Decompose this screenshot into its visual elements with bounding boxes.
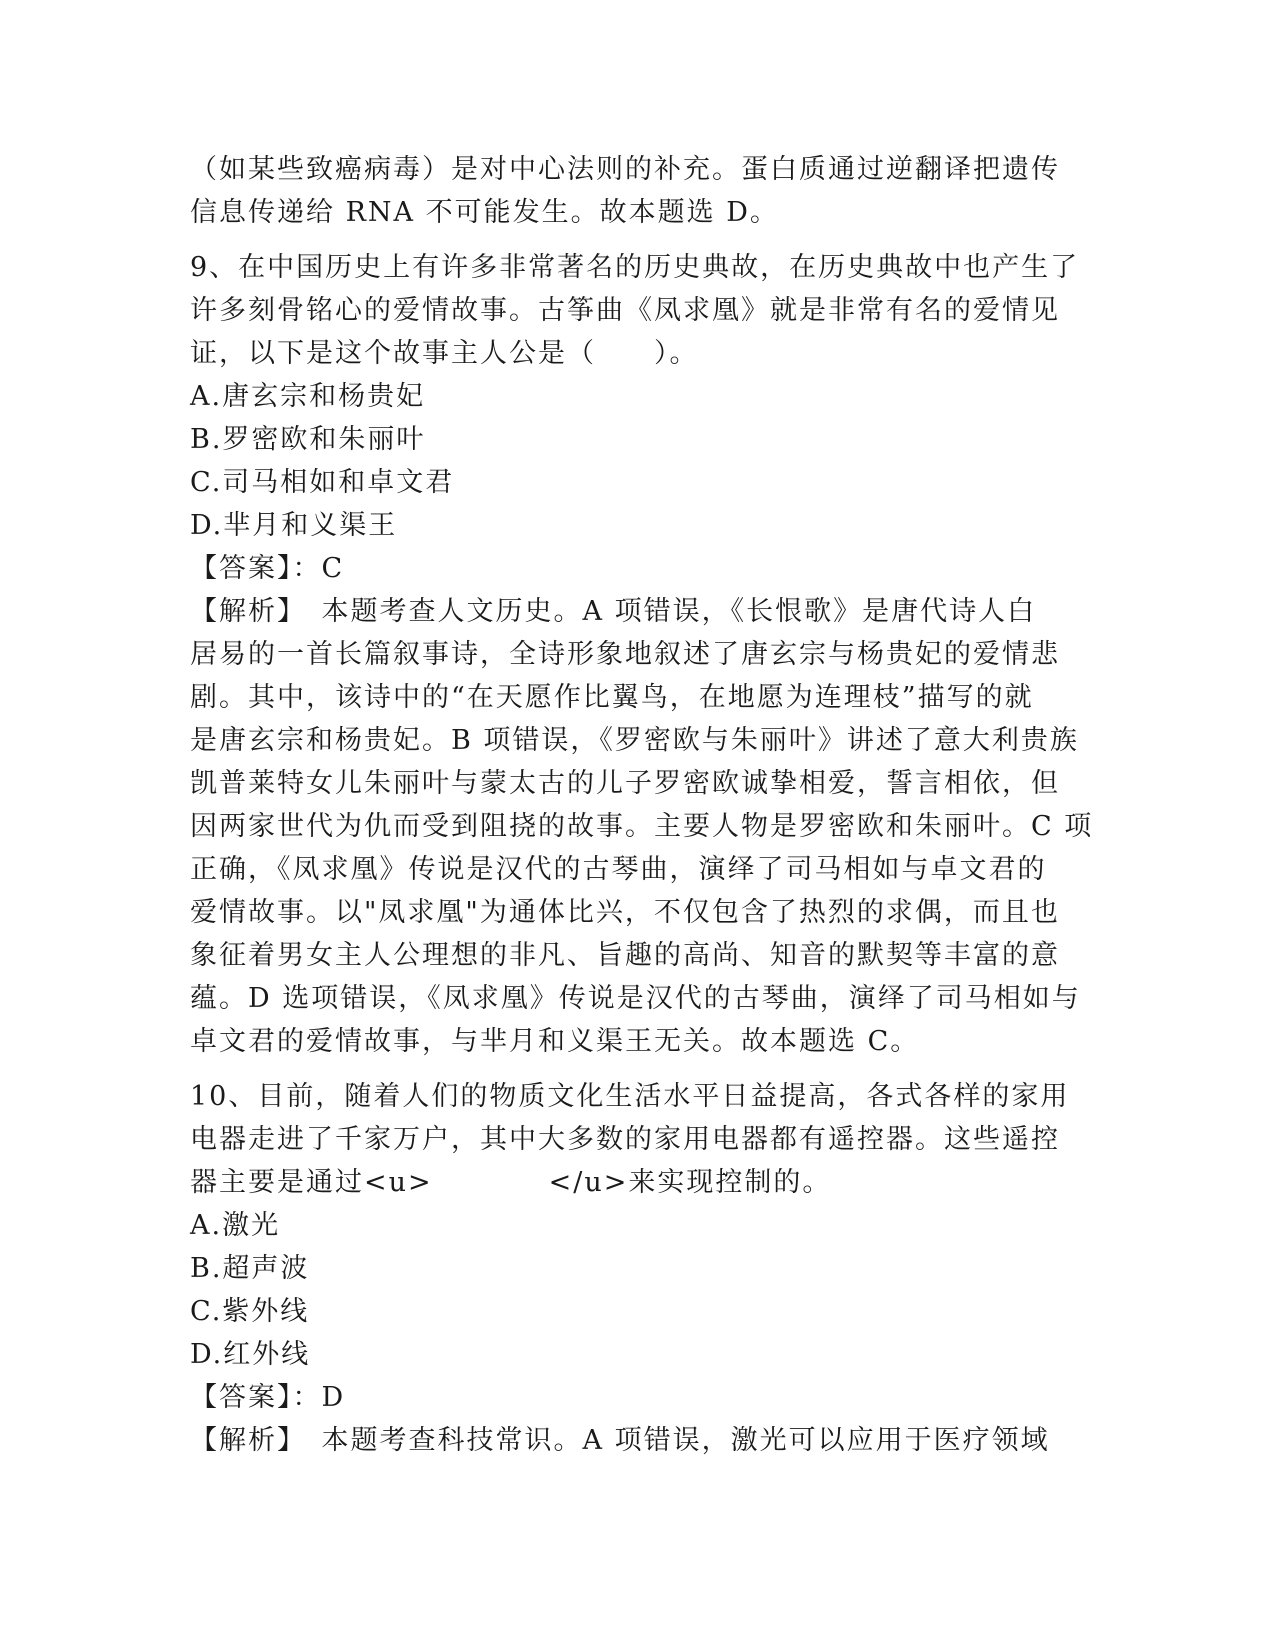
question-options xyxy=(190,375,1090,547)
option-b: B.罗密欧和朱丽叶 xyxy=(190,424,426,455)
question-stem xyxy=(190,246,1090,375)
text-line: 爱情故事。以"凤求凰"为通体比兴，不仅包含了热烈的求偶，而且也 xyxy=(190,897,1060,928)
explanation xyxy=(190,1419,1090,1462)
text-line: 蕴。D 选项错误，《凤求凰》传说是汉代的古琴曲，演绎了司马相如与 xyxy=(190,983,1081,1014)
text-line: 许多刻骨铭心的爱情故事。古筝曲《凤求凰》就是非常有名的爱情见 xyxy=(190,295,1060,326)
text-line: 正确，《凤求凰》传说是汉代的古琴曲，演绎了司马相如与卓文君的 xyxy=(190,854,1047,885)
text-line: 证，以下是这个故事主人公是（ ）。 xyxy=(190,338,699,369)
text-line: 居易的一首长篇叙事诗，全诗形象地叙述了唐玄宗与杨贵妃的爱情悲 xyxy=(190,639,1060,670)
option-c: C.司马相如和卓文君 xyxy=(190,467,455,498)
option-d: D.芈月和义渠王 xyxy=(190,510,398,541)
text-line: 10、目前，随着人们的物质文化生活水平日益提高，各式各样的家用 xyxy=(190,1081,1070,1112)
answer: 【答案】：D xyxy=(190,1382,346,1413)
text-line: 卓文君的爱情故事，与芈月和义渠王无关。故本题选 C。 xyxy=(190,1026,920,1057)
text-line: 【解析】 本题考查科技常识。A 项错误，激光可以应用于医疗领域 xyxy=(190,1425,1050,1456)
text-line: 9、在中国历史上有许多非常著名的历史典故，在历史典故中也产生了 xyxy=(190,252,1080,283)
option-b: B.超声波 xyxy=(190,1253,310,1284)
question-10 xyxy=(190,1075,1090,1462)
answer: 【答案】：C xyxy=(190,553,345,584)
explanation xyxy=(190,590,1094,1063)
option-d: D.红外线 xyxy=(190,1339,311,1370)
text-line: 信息传递给 RNA 不可能发生。故本题选 D。 xyxy=(190,197,779,228)
text-line: 器主要是通过<u> </u>来实现控制的。 xyxy=(190,1167,832,1198)
text-line: 电器走进了千家万户，其中大多数的家用电器都有遥控器。这些遥控 xyxy=(190,1124,1060,1155)
text-line: 象征着男女主人公理想的非凡、旨趣的高尚、知音的默契等丰富的意 xyxy=(190,940,1060,971)
option-a: A.激光 xyxy=(190,1210,281,1241)
text-line: 是唐玄宗和杨贵妃。B 项错误，《罗密欧与朱丽叶》讲述了意大利贵族 xyxy=(190,725,1079,756)
page-content xyxy=(190,148,1094,1462)
text-line: （如某些致癌病毒）是对中心法则的补充。蛋白质通过逆翻译把遗传 xyxy=(190,154,1060,185)
text-line: 凯普莱特女儿朱丽叶与蒙太古的儿子罗密欧诚挚相爱，誓言相依，但 xyxy=(190,768,1060,799)
option-c: C.紫外线 xyxy=(190,1296,310,1327)
previous-explanation xyxy=(190,148,1090,234)
text-line: 【解析】 本题考查人文历史。A 项错误，《长恨歌》是唐代诗人白 xyxy=(190,596,1037,627)
text-line: 剧。其中，该诗中的“在天愿作比翼鸟，在地愿为连理枝”描写的就 xyxy=(190,682,1034,713)
option-a: A.唐玄宗和杨贵妃 xyxy=(190,381,426,412)
question-9 xyxy=(190,246,1094,1063)
question-options xyxy=(190,1204,1090,1376)
text-line: 因两家世代为仇而受到阻挠的故事。主要人物是罗密欧和朱丽叶。C 项 xyxy=(190,811,1094,842)
question-stem xyxy=(190,1075,1090,1204)
